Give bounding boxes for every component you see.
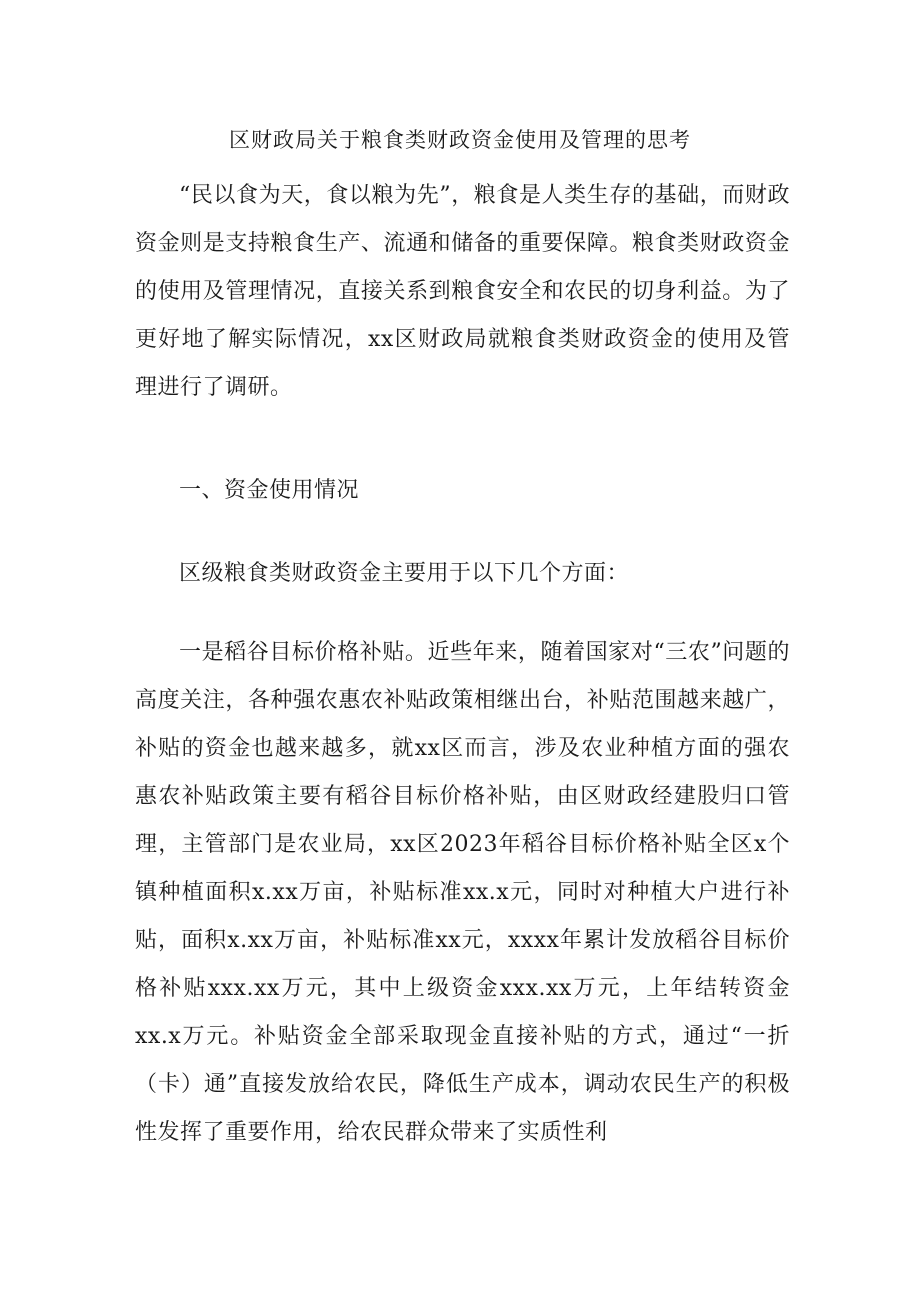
- rice-subsidy-paragraph: 一是稻谷目标价格补贴。近些年来，随着国家对“三农”问题的高度关注，各种强农惠农补贴政策相继出台，补贴范围越来越广，补贴的资金也越来越多，就xx区而言，涉及农业种植方面的强农惠农补贴政策主要有稻谷目标价格补贴，由区财政经建股归口管理，主管部门是农业局，xx区2023年稻谷目标价格补贴全区x个镇种植面积x.xx万亩，补贴标准xx.x元，同时对种植大户进行补贴，面积x.xx万亩，补贴标准xx元，xxxx年累计发放稻谷目标价格补贴xxx.xx万元，其中上级资金xxx.xx万元，上年结转资金xx.x万元。补贴资金全部采取现金直接补贴的方式，通过“一折（卡）通”直接发放给农民，降低生产成本，调动农民生产的积极性发挥了重要作用，给农民群众带来了实质性利: [135, 640, 790, 1145]
- section-lead-paragraph: 区级粮食类财政资金主要用于以下几个方面：: [179, 561, 630, 586]
- document-title: 区财政局关于粮食类财政资金使用及管理的思考: [229, 128, 691, 152]
- intro-paragraph: “民以食为天，食以粮为先”，粮食是人类生存的基础，而财政资金则是支持粮食生产、流通和储备的重要保障。粮食类财政资金的使用及管理情况，直接关系到粮食安全和农民的切身利益。为了更好地了解实际情况，xx区财政局就粮食类财政资金的使用及管理进行了调研。: [135, 183, 790, 400]
- section-heading-funds-usage: 一、资金使用情况: [179, 478, 360, 503]
